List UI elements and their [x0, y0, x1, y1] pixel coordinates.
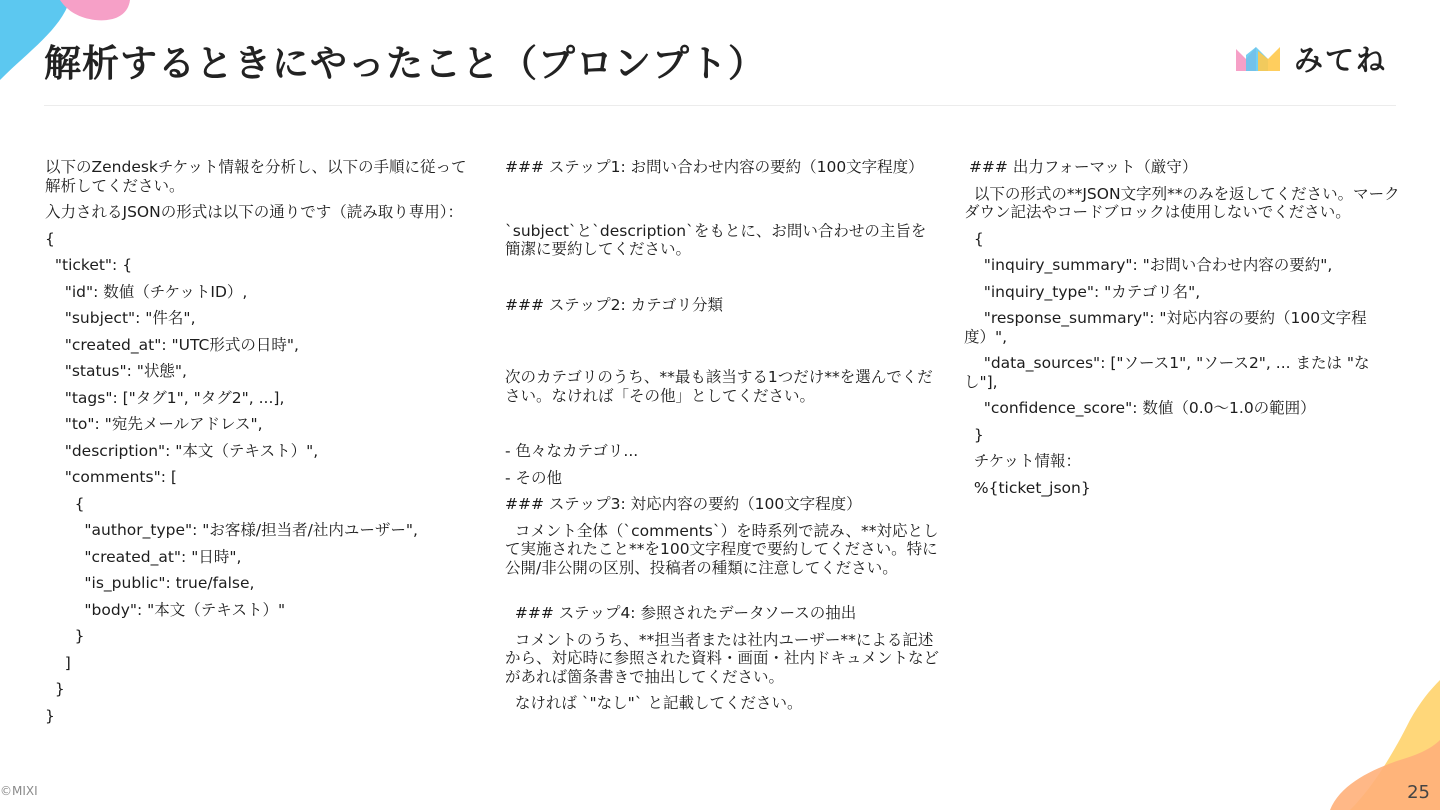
- page-number: 25: [1407, 782, 1430, 803]
- mitene-logo-icon: [1234, 41, 1282, 75]
- prompt-line: 以下の形式の**JSON文字列**のみを返してください。マークダウン記法やコードブロックは使用しないでください。: [964, 184, 1400, 221]
- prompt-column-steps: [505, 158, 941, 713]
- prompt-line: "response_summary": "対応内容の要約（100文字程度）",: [964, 309, 1367, 346]
- prompt-line: "ticket": {: [45, 256, 133, 274]
- brand-logo: [1234, 40, 1387, 76]
- prompt-line: 入力されるJSONの形式は以下の通りです（読み取り専用）：: [45, 203, 463, 221]
- prompt-line: `subject`と`description`をもとに、お問い合わせの主旨を簡潔に要約してください。: [505, 221, 927, 258]
- brand-name: みてね: [1294, 42, 1388, 77]
- prompt-line: ### ステップ2: カテゴリ分類: [505, 295, 723, 314]
- prompt-column-input-format: [45, 158, 481, 725]
- prompt-line: "author_type": "お客様/担当者/社内ユーザー",: [45, 521, 418, 539]
- prompt-line: ### 出力フォーマット（厳守）: [964, 158, 1198, 176]
- prompt-line: "body": "本文（テキスト）": [45, 600, 286, 619]
- prompt-line: ### ステップ4: 参照されたデータソースの抽出: [505, 604, 857, 622]
- prompt-line: ### ステップ1: お問い合わせ内容の要約（100文字程度）: [505, 158, 924, 176]
- prompt-line: ### ステップ3: 対応内容の要約（100文字程度）: [505, 495, 862, 513]
- prompt-line: "to": "宛先メールアドレス",: [45, 415, 263, 433]
- prompt-line: "comments": [: [45, 468, 177, 486]
- prompt-line: }: [45, 627, 85, 645]
- prompt-line: {: [45, 229, 55, 248]
- page-title: 解析するときにやったこと（プロンプト）: [44, 42, 766, 85]
- prompt-line: "created_at": "日時",: [45, 547, 242, 566]
- prompt-line: "subject": "件名",: [45, 309, 196, 327]
- prompt-line: なければ `"なし"` と記載してください。: [505, 694, 803, 712]
- prompt-line: "confidence_score": 数値（0.0〜1.0の範囲）: [964, 399, 1316, 417]
- prompt-line: "created_at": "UTC形式の日時",: [45, 335, 299, 354]
- prompt-line: }: [45, 706, 55, 725]
- prompt-line: 次のカテゴリのうち、**最も該当する1つだけ**を選んでください。なければ「その他」としてください。: [505, 368, 933, 405]
- prompt-line: - その他: [505, 468, 563, 487]
- title-divider: [44, 105, 1396, 106]
- prompt-line: 以下のZendeskチケット情報を分析し、以下の手順に従って解析してください。: [45, 158, 467, 195]
- prompt-line: - 色々なカテゴリ...: [505, 442, 639, 460]
- prompt-line: "tags": ["タグ1", "タグ2", ...],: [45, 388, 285, 407]
- prompt-line: コメント全体（`comments`）を時系列で読み、**対応として実施されたこと**を100文字程度で要約してください。特に公開/非公開の区別、投稿者の種類に注意してください。: [505, 521, 939, 577]
- prompt-line: "inquiry_summary": "お問い合わせ内容の要約",: [964, 256, 1333, 274]
- copyright: ©MIXI: [0, 784, 38, 798]
- prompt-line: ]: [45, 653, 71, 672]
- prompt-line: }: [45, 680, 65, 698]
- prompt-line: "data_sources": ["ソース1", "ソース2", ... または "なし"],: [964, 354, 1370, 391]
- prompt-line: {: [964, 229, 984, 248]
- prompt-line: "id": 数値（チケットID）,: [45, 282, 248, 301]
- prompt-line: }: [964, 425, 984, 444]
- prompt-column-output-format: [964, 158, 1400, 497]
- prompt-line: "status": "状態",: [45, 362, 187, 380]
- prompt-line: チケット情報：: [964, 452, 1081, 470]
- prompt-line: %{ticket_json}: [964, 478, 1091, 497]
- prompt-line: コメントのうち、**担当者または社内ユーザー**による記述から、対応時に参照された資料・画面・社内ドキュメントなどがあれば箇条書きで抽出してください。: [505, 630, 940, 686]
- prompt-line: "description": "本文（テキスト）",: [45, 441, 319, 460]
- prompt-line: "is_public": true/false,: [45, 574, 255, 592]
- prompt-line: "inquiry_type": "カテゴリ名",: [964, 282, 1201, 301]
- prompt-line: {: [45, 494, 85, 513]
